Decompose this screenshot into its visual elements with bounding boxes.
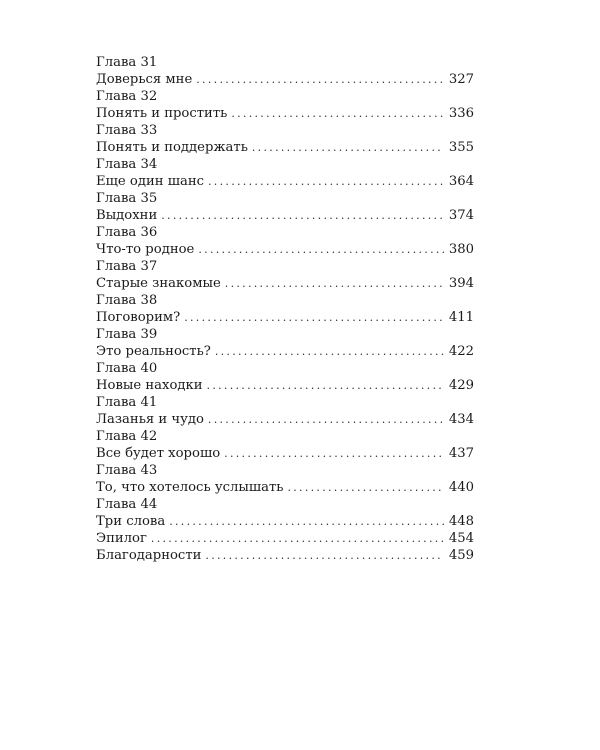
toc-line[interactable] [96, 343, 474, 360]
toc-entry-36 [96, 224, 474, 258]
toc-line[interactable] [96, 411, 474, 428]
chapter-label: Глава 31 [96, 55, 158, 70]
chapter-label: Глава 37 [96, 259, 158, 274]
dot-leader [225, 275, 444, 292]
toc-entry-32 [96, 88, 474, 122]
toc-entry-35 [96, 190, 474, 224]
toc-entry-37 [96, 258, 474, 292]
toc-line[interactable] [96, 173, 474, 190]
chapter-title: Это реальность? [96, 344, 211, 359]
page-number: 364 [448, 174, 474, 189]
dot-leader [224, 445, 444, 462]
chapter-label: Глава 32 [96, 89, 158, 104]
toc-entry-44 [96, 496, 474, 530]
toc-line[interactable] [96, 139, 474, 156]
page-number: 355 [448, 140, 474, 155]
chapter-label: Глава 35 [96, 191, 158, 206]
chapter-title: Три слова [96, 514, 166, 529]
toc-entry-31 [96, 54, 474, 88]
chapter-title: Доверься мне [96, 72, 193, 87]
chapter-title: То, что хотелось услышать [96, 480, 284, 495]
toc-line[interactable] [96, 207, 474, 224]
toc-line[interactable] [96, 241, 474, 258]
page-number: 448 [448, 514, 474, 529]
page-number: 380 [448, 242, 474, 257]
chapter-label: Глава 42 [96, 429, 158, 444]
dot-leader [161, 207, 444, 224]
page-number: 434 [448, 412, 474, 427]
table-of-contents [96, 54, 474, 564]
dot-leader [184, 309, 444, 326]
dot-leader [207, 377, 444, 394]
page-number: 440 [448, 480, 474, 495]
dot-leader [205, 547, 444, 564]
toc-line[interactable] [96, 309, 474, 326]
chapter-label: Глава 33 [96, 123, 158, 138]
chapter-label: Глава 40 [96, 361, 158, 376]
page-number: 437 [448, 446, 474, 461]
chapter-title: Лазанья и чудо [96, 412, 204, 427]
toc-line[interactable] [96, 71, 474, 88]
chapter-title: Понять и простить [96, 106, 228, 121]
toc-line[interactable] [96, 445, 474, 462]
dot-leader [215, 343, 444, 360]
toc-entry-33 [96, 122, 474, 156]
chapter-label: Глава 34 [96, 157, 158, 172]
dot-leader [208, 173, 444, 190]
chapter-title: Еще один шанс [96, 174, 205, 189]
chapter-title: Поговорим? [96, 310, 181, 325]
page-number: 374 [448, 208, 474, 223]
chapter-title: Выдохни [96, 208, 158, 223]
toc-entry-acknowledgements [96, 547, 474, 564]
page-number: 411 [448, 310, 474, 325]
chapter-label: Глава 39 [96, 327, 158, 342]
page-number: 394 [448, 276, 474, 291]
chapter-title: Что-то родное [96, 242, 195, 257]
toc-line[interactable] [96, 275, 474, 292]
dot-leader [287, 479, 444, 496]
toc-entry-38 [96, 292, 474, 326]
toc-entry-43 [96, 462, 474, 496]
chapter-label: Глава 43 [96, 463, 158, 478]
chapter-title: Новые находки [96, 378, 203, 393]
toc-entry-epilogue [96, 530, 474, 547]
chapter-label: Глава 44 [96, 497, 158, 512]
toc-line[interactable] [96, 105, 474, 122]
toc-entry-40 [96, 360, 474, 394]
toc-entry-42 [96, 428, 474, 462]
dot-leader [231, 105, 444, 122]
epilogue-title: Эпилог [96, 531, 147, 546]
toc-line[interactable] [96, 513, 474, 530]
chapter-title: Все будет хорошо [96, 446, 221, 461]
dot-leader [196, 71, 444, 88]
chapter-label: Глава 41 [96, 395, 158, 410]
page-number: 336 [448, 106, 474, 121]
toc-entry-39 [96, 326, 474, 360]
chapter-label: Глава 36 [96, 225, 158, 240]
toc-entry-41 [96, 394, 474, 428]
page-number: 327 [448, 72, 474, 87]
page-number: 422 [448, 344, 474, 359]
toc-line[interactable] [96, 479, 474, 496]
toc-line[interactable] [96, 530, 474, 547]
chapter-title: Понять и поддержать [96, 140, 248, 155]
dot-leader [151, 530, 444, 547]
chapter-label: Глава 38 [96, 293, 158, 308]
toc-entry-34 [96, 156, 474, 190]
toc-line[interactable] [96, 547, 474, 564]
page-number: 459 [448, 548, 474, 563]
page-number: 429 [448, 378, 474, 393]
dot-leader [252, 139, 444, 156]
chapter-title: Старые знакомые [96, 276, 221, 291]
dot-leader [198, 241, 444, 258]
acknowledgements-title: Благодарности [96, 548, 202, 563]
toc-line[interactable] [96, 377, 474, 394]
page-number: 454 [448, 531, 474, 546]
dot-leader [169, 513, 444, 530]
dot-leader [208, 411, 444, 428]
